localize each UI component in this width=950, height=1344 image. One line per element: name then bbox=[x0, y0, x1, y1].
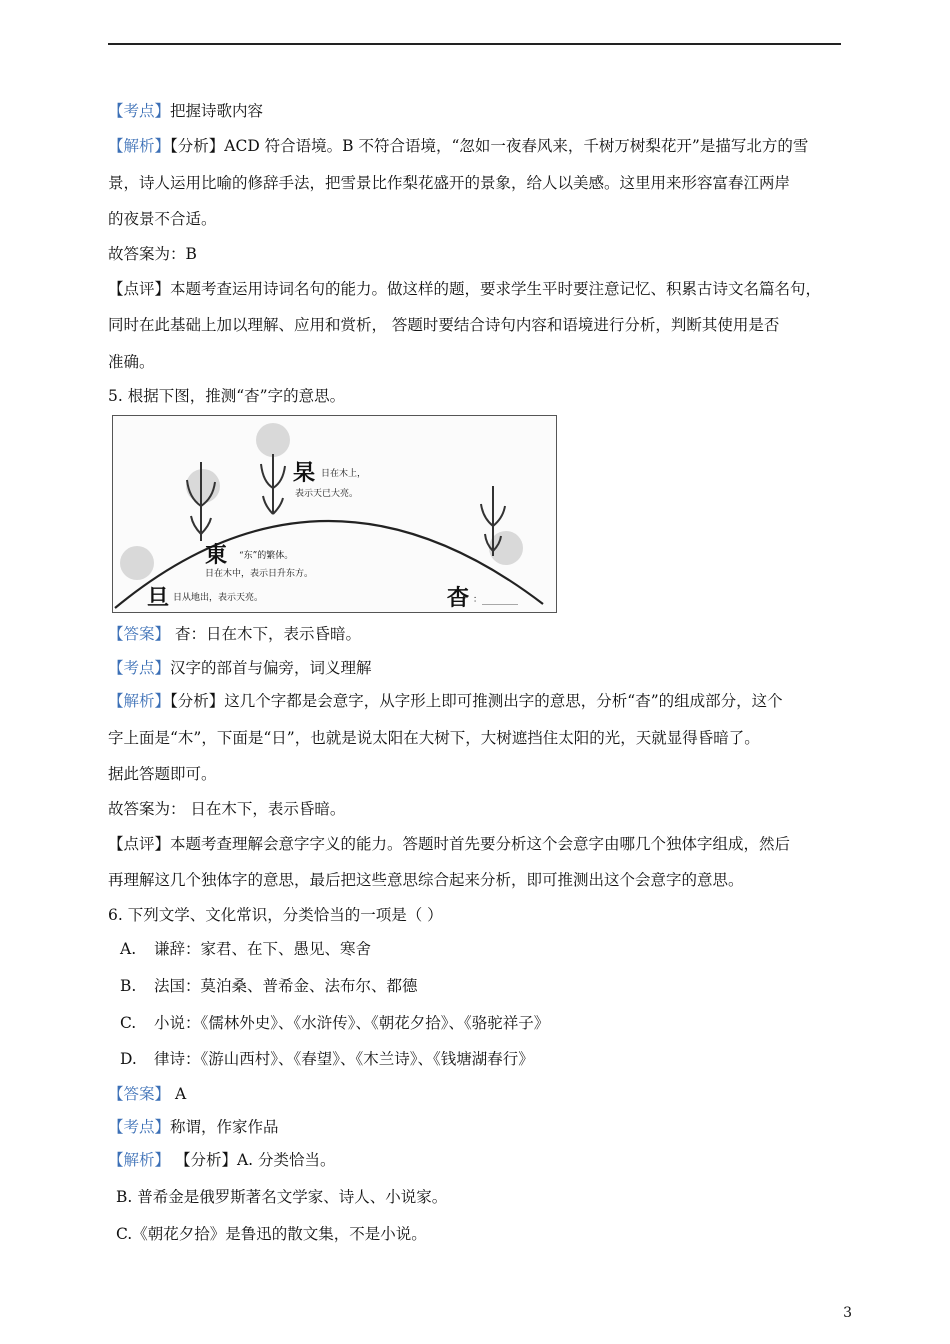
dong-note-1: “东”的繁体。 bbox=[239, 551, 294, 561]
q4-dianping-line-3: 准确。 bbox=[108, 353, 155, 371]
q5-jiexi-line-1: 【解析】【分析】这几个字都是会意字，从字形上即可推测出字的意思，分析“杳”的组成部分，这个 bbox=[108, 692, 783, 710]
hanzi-figure bbox=[112, 415, 557, 613]
char-dan: 旦 bbox=[147, 585, 170, 611]
header-rule bbox=[108, 43, 841, 45]
q4-jiexi-line-3: 的夜景不合适。 bbox=[108, 210, 217, 228]
q5-question: 5. 根据下图，推测“杳”字的意思。 bbox=[108, 387, 346, 405]
char-dong: 東 bbox=[205, 542, 228, 568]
gao-note-2: 表示天已大亮。 bbox=[295, 489, 359, 499]
q6-daan: 【答案】 A bbox=[108, 1085, 187, 1103]
q4-kaodian: 【考点】把握诗歌内容 bbox=[108, 102, 264, 120]
sun-gao bbox=[256, 423, 290, 457]
option-a: A. 谦辞：家君、在下、愚见、寒舍 bbox=[120, 940, 372, 958]
sun-yao bbox=[489, 531, 523, 565]
q6-jiexi-line-2: B. 普希金是俄罗斯著名文学家、诗人、小说家。 bbox=[116, 1188, 448, 1206]
q4-answer: 故答案为：B bbox=[108, 245, 197, 263]
gao-note-1: 日在木上， bbox=[321, 469, 367, 479]
q6-jiexi-line-1: 【解析】 【分析】A. 分类恰当。 bbox=[108, 1151, 336, 1169]
page-number: 3 bbox=[843, 1305, 852, 1321]
q4-dianping-line-2: 同时在此基础上加以理解、应用和赏析， 答题时要结合诗句内容和语境进行分析，判断其使用是否 bbox=[108, 316, 780, 334]
char-yao: 杳 bbox=[447, 585, 470, 611]
dan-note: 日从地出，表示天亮。 bbox=[173, 593, 264, 603]
q5-daan: 【答案】 杳：日在木下，表示昏暗。 bbox=[108, 625, 361, 643]
q5-answer: 故答案为： 日在木下，表示昏暗。 bbox=[108, 800, 346, 818]
q5-dianping-line-1: 【点评】本题考查理解会意字字义的能力。答题时首先要分析这个会意字由哪几个独体字组成，然后 bbox=[108, 835, 791, 853]
q4-jiexi-line-1: 【解析】【分析】ACD 符合语境。B 不符合语境，“忽如一夜春风来，千树万树梨花开”是描写北方的雪 bbox=[108, 137, 809, 155]
q5-jiexi-line-2: 字上面是“木”，下面是“日”，也就是说太阳在大树下，大树遮挡住太阳的光，天就显得昏暗了。 bbox=[108, 729, 760, 747]
dong-note-2: 日在木中，表示日升东方。 bbox=[205, 569, 314, 579]
q4-jiexi-line-2: 景，诗人运用比喻的修辞手法，把雪景比作梨花盛开的景象，给人以美感。这里用来形容富春江两岸 bbox=[108, 174, 791, 192]
option-b: B. 法国：莫泊桑、普希金、法布尔、都德 bbox=[120, 977, 418, 995]
option-c: C. 小说：《儒林外史》、《水浒传》、《朝花夕拾》、《骆驼祥子》 bbox=[120, 1014, 550, 1032]
sun-dan bbox=[120, 546, 154, 580]
q6-kaodian: 【考点】称谓，作家作品 bbox=[108, 1118, 279, 1136]
q5-kaodian: 【考点】汉字的部首与偏旁，词义理解 bbox=[108, 659, 372, 677]
q5-jiexi-line-3: 据此答题即可。 bbox=[108, 765, 217, 783]
yao-blank: ：________ bbox=[473, 595, 519, 605]
tree-gao bbox=[261, 454, 285, 514]
q6-jiexi-line-3: C.《朝花夕拾》是鲁迅的散文集，不是小说。 bbox=[116, 1225, 427, 1243]
option-d: D. 律诗：《游山西村》、《春望》、《木兰诗》、《钱塘湖春行》 bbox=[120, 1050, 534, 1068]
char-gao: 杲 bbox=[293, 460, 316, 486]
q5-dianping-line-2: 再理解这几个独体字的意思，最后把这些意思综合起来分析，即可推测出这个会意字的意思。 bbox=[108, 871, 744, 889]
q4-dianping-line-1: 【点评】本题考查运用诗词名句的能力。做这样的题，要求学生平时要注意记忆、积累古诗文名篇名句， bbox=[108, 280, 822, 298]
q6-question: 6. 下列文学、文化常识，分类恰当的一项是（ ） bbox=[108, 906, 443, 924]
